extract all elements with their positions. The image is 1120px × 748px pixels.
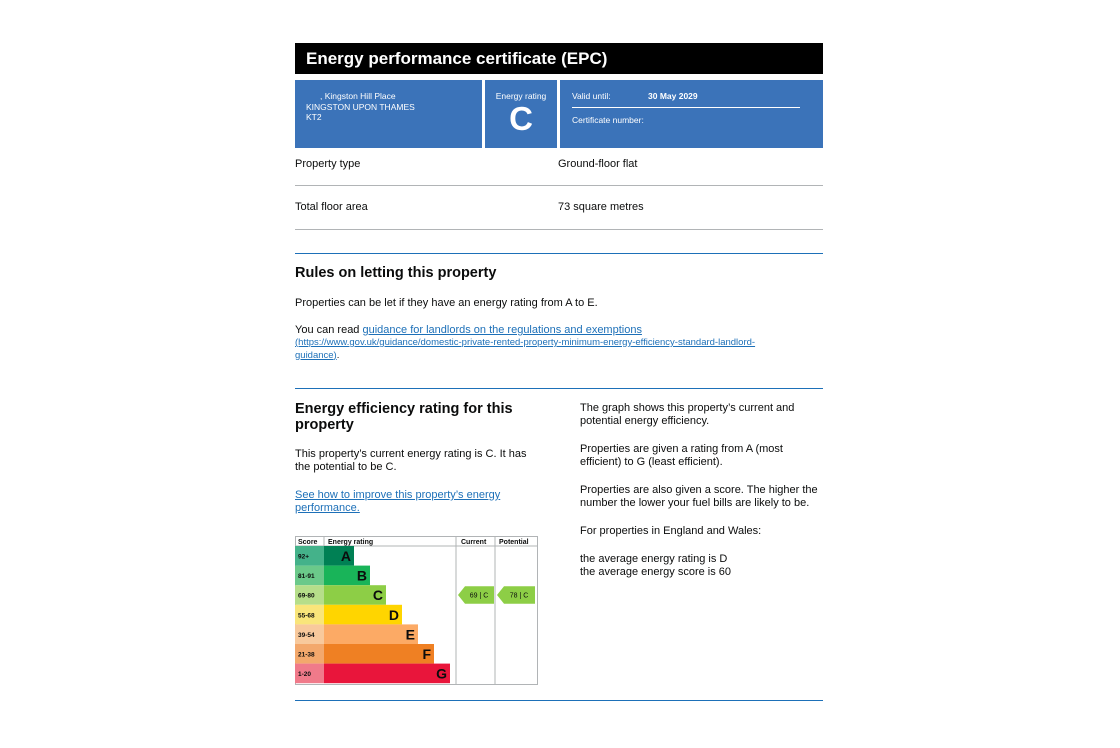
valid-until-value: 30 May 2029 [648,91,698,101]
band-letter: D [388,606,399,623]
chart-header-rating: Energy rating [328,539,374,546]
page-title [295,43,823,74]
page-title-text: Energy performance certificate (EPC) [306,48,608,68]
chart-header-potential: Potential [499,539,529,546]
efficiency-right-para-3: Properties are also given a score. The higher the number the lower your fuel bills are likely to be. [580,484,818,509]
band-score-label: 1-20 [298,671,312,679]
address-box [295,80,482,148]
address-line-1: , Kingston Hill Place [320,91,396,101]
property-type-key: Property type [295,158,361,170]
letting-heading: Rules on letting this property [295,265,497,281]
letting-para-1: Properties can be let if they have an energy rating from A to E. [295,297,598,309]
potential-rating-label: 78 | C [509,592,529,600]
band-letter: A [340,548,351,564]
band-bar-e [324,624,418,644]
energy-rating-value: C [509,100,533,137]
band-bar-f [324,644,434,664]
efficiency-section [295,389,823,686]
efficiency-right-para-1: The graph shows this property’s current and potential energy efficiency. [580,402,795,427]
improve-performance-link[interactable]: See how to improve this property’s energy performance. [295,489,501,514]
chart-header-current: Current [461,539,487,546]
section-divider [295,700,823,701]
energy-rating-chart [295,536,538,686]
band-letter: C [372,587,383,604]
band-score-label: 21-38 [298,651,315,659]
floor-area-value: 73 square metres [558,201,644,213]
guidance-url-line-1[interactable]: (https://www.gov.uk/guidance/domestic-private-rented-property-minimum-energy-efficiency-standard-landlord- [295,337,756,348]
chart-header-score: Score [298,539,318,546]
landlord-guidance-link[interactable]: guidance for landlords on the regulations and exemptions [362,324,642,336]
address-line-2: KINGSTON UPON THAMES [306,101,415,112]
epc-document [295,43,823,701]
letting-section [295,254,823,362]
address-line-3: KT2 [306,112,322,122]
efficiency-right-para-2: Properties are given a rating from A (most efficient) to G (least efficient). [580,443,783,468]
band-letter: E [405,626,415,643]
energy-rating-label: Energy rating [495,91,547,101]
energy-rating-box [485,80,557,148]
band-letter: G [436,665,447,682]
improve-link-wrap [295,489,525,515]
guidance-url-suffix: . [336,349,340,361]
band-letter: B [356,567,367,584]
band-letter: F [422,646,431,662]
efficiency-heading: Energy efficiency rating for this property [295,401,513,433]
valid-until-label: Valid until: [572,91,611,101]
header-row [295,80,823,148]
band-score-label: 55-68 [298,612,315,620]
guidance-url-line-2[interactable]: guidance) [295,349,337,361]
band-score-label: 81-91 [298,573,315,581]
letting-para-2-prefix: You can read [295,324,363,336]
floor-area-key: Total floor area [295,201,368,213]
efficiency-right-para-4: For properties in England and Wales: [580,525,762,537]
valid-until-row [572,91,800,108]
guidance-url [295,337,823,362]
letting-para-2 [295,324,823,337]
current-rating-label: 69 | C [469,592,489,600]
efficiency-right-column [580,401,823,686]
band-score-label: 69-80 [298,592,315,600]
efficiency-left-column [295,401,580,686]
efficiency-right-para-5: the average energy rating is D [580,553,728,565]
property-type-value: Ground-floor flat [558,158,638,170]
efficiency-right-para-6: the average energy score is 60 [580,566,732,578]
band-bar-g [324,664,450,684]
certificate-number-label: Certificate number: [572,115,644,125]
validity-box [560,80,823,148]
band-score-label: 92+ [298,553,310,561]
property-type-row [295,148,823,186]
band-score-label: 39-54 [298,631,315,639]
efficiency-current-text: This property’s current energy rating is C. It has the potential to be C. [295,448,527,473]
floor-area-row [295,186,823,230]
